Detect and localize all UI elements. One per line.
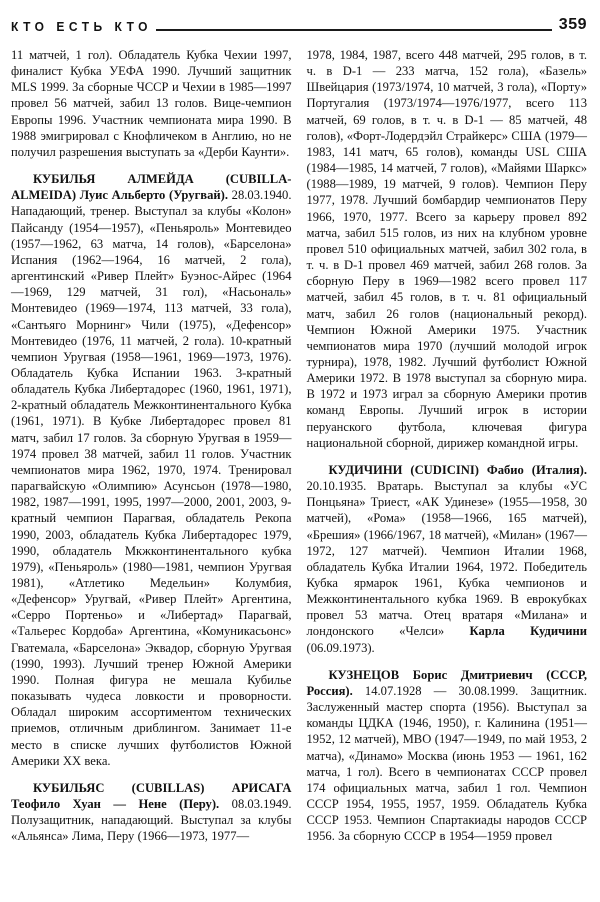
- entry-cubillas-arisaga: [11, 780, 292, 845]
- entry-cudicini-body-1: 20.10.1935. Вратарь. Выступал за клубы «УС Понцьяна» Триест, «АК Удинезе» (1955—1958, 30 матчей), «Рома» (1958—1966, 165 матчей), «Брешия» (1966/1967, 18 матчей), «Милан» (1967—1972, 127 матчей). Чемпион Италии 1968, обладатель Кубка Италии 1964, 1972. Победитель Кубка ярмарок 1961, Кубка чемпионов и Межконтинентального кубка 1969. В еврокубках провел 53 матча. Отец вратаря «Милана» и лондонского «Челси»: [306, 479, 587, 639]
- entry-cubillas-body: 08.03.1949. Полузащитник, нападающий. Выступал за клубы «Альянса» Лима, Перу (1966—1973, 1977—: [11, 797, 292, 844]
- entry-kuznetsov: [307, 667, 588, 845]
- entry-kuznetsov-lead: КУЗНЕЦОВ Борис Дмитриевич (СССР, Россия).: [306, 667, 587, 698]
- entry-cubillas-lead: КУБИЛЬЯС (CUBILLAS) АРИСАГА Теофило Хуан — Нене (Перу).: [11, 780, 292, 812]
- entry-cubilla-almeida: [11, 171, 292, 769]
- paragraph-continuation-cubillas: [307, 47, 588, 451]
- header-rule: [156, 29, 552, 31]
- right-column: [307, 47, 588, 845]
- running-title: КТО ЕСТЬ КТО: [11, 19, 152, 35]
- entry-kuznetsov-body: 14.07.1928 — 30.08.1999. Защитник. Заслуженный мастер спорта (1956). Выступал за команды ЦДКА (1946, 1950), г. Калинина (1951—1952, 12 матчей), МВО (1947—1949, по май 1953, 2 матча), «Динамо» Москва (июнь 1953 — 1961, 162 матча, 1 гол). Всего в чемпионатах СССР провел 174 официальных матча, забил 1 гол. Чемпион СССР 1954, 1955, 1957, 1959. Обладатель Кубка СССР 1953. Чемпион Спартакиады народов СССР 1956. За сборную СССР в 1954—1959 провел: [306, 683, 587, 844]
- entry-cudicini-lead: КУДИЧИНИ (CUDICINI) Фабио (Италия).: [328, 462, 587, 477]
- left-column: [11, 47, 292, 845]
- entry-cudicini-bold-name: Карла Кудичини: [469, 624, 587, 639]
- entry-cubilla-lead: КУБИЛЬЯ АЛМЕЙДА (CUBILLA-ALMEIDA) Луис Альберто (Уругвай).: [11, 172, 292, 203]
- continuation-text: 11 матчей, 1 гол). Обладатель Кубка Чехии 1997, финалист Кубка УЕФА 1990. Лучший защитник MLS 1999. За сборные ЧССР и Чехии в 1985—1997 провел 56 матчей, забил 13 голов. Вице-чемпион Европы 1996. Участник чемпионата мира 1990. В 1988 эмигрировал с Кнофличеком в Англию, но не получил разрешения выступать за «Дерби Каунти».: [11, 48, 292, 159]
- page-number: 359: [558, 16, 587, 33]
- continuation-text: 1978, 1984, 1987, всего 448 матчей, 295 голов, в т. ч. в D-1 — 233 матча, 152 гола), «Базель» Швейцария (1973/1974, 10 матчей, 3 гола), «Порту» Португалия (1973/1974—1976/1977, всего 113 матчей, 69 голов, в т. ч. в D-1 — 85 матчей, 48 голов), «Форт-Лодердэйл Страйкерс» США (1979—1983, 141 матч, 65 голов), команды USL США (1984—1985, 14 матчей, 7 голов), «Майями Шаркс» (1988—1989, 19 матчей, 9 голов). Чемпион Перу 1977, 1978. Лучший бомбардир чемпионатов Перу 1966, 1970, 1977. Всего за карьеру провел 892 матча, забил 515 голов, из них на клубном уровне провел 510 официальных матчей, забил 302 гола, в т. ч. в D-1 провел 469 матчей, забил 268 голов. За сборную Перу в 1969—1982 всего провел 117 матчей, забил 45 голов, в т. ч. 81 официальный матч, забил 26 голов (национальный рекорд). Чемпион Южной Америки 1975. Участник чемпионатов мира 1970 (лучший молодой игрок турнира), 1978, 1982. Лучший футболист Южной Америки 1972. В 1978 выступал за сборную мира. В 1972 и 1973 играл за сборную Америки против команд Европы. Лучший игрок в истории перуанского футбола, ключевая фигура национальной сборной, дирижер командной игры.: [306, 48, 587, 450]
- page-header: [11, 16, 587, 34]
- entry-cubilla-body: 28.03.1940. Нападающий, тренер. Выступал за клубы «Колон» Пайсанду (1954—1957), «Пеньяроль» Монтевидео (1957—1962, 63 матча, 14 голов), «Барселона» Испания (1962—1964, 16 матчей, 2 гола), аргентинский «Ривер Плейт» Буэнос-Айрес (1964—1969, 129 матчей, 31 гол), «Насьональ» Монтевидео (1969—1974, 113 матчей, 33 гола), «Сантьяго Морнинг» Чили (1975), «Дефенсор» Монтевидео (1976, 11 матчей, 2 гола). 10-кратный чемпион Уругвая (1958—1961, 1969—1973, 1976). Обладатель Кубка Испании 1963. 3-кратный обладатель Кубка Либертадорес (1960, 1961, 1971), 2-кратный обладатель Межконтинентального Кубка (1961, 1971). В Кубке Либертадорес провел 81 матч, забил 17 голов. За сборную Уругвая в 1959—1974 провел 38 матчей, забил 11 голов. Участник чемпионатов мира 1962, 1970, 1974. Тренировал парагвайскую «Олимпию» Асунсьон (1978—1980, 1982, 1987—1991, 1995, 1997—2000, 2001, 2003, 9-кратный чемпион Парагвая, обладатель Рекопа 1990, 2003, обладатель Кубка Либертадорес 1979, 1990, обладатель Мкжконтинентального кубка 1979), «Пеньяроль» (1980—1981, чемпион Уругвая 1981), «Атлетико Медельин» Колумбия, «Дефенсор» Уругвай, «Ривер Плейт» Аргентина, «Серро Портеньо» и «Либертад» Парагвай, «Тальерес Кордоба» Аргентина, «Комуникасьонс» Гватемала, «Барселона» Эквадор, сборную Уругвая (1990, 1993). Лучший тренер Южной Америки 1990. Полная фигура не мешала Кубилье показывать чудеса ловкости и проворности. Обладал широким ассортиментом технических приемов, отличным дриблингом. Занимает 11-е место в списке лучших футболистов Южной Америки XX века.: [11, 188, 292, 768]
- paragraph-continuation-previous-entry: [11, 47, 292, 160]
- text-columns: [11, 47, 587, 845]
- entry-cudicini: [307, 462, 588, 656]
- entry-cudicini-body-2: (06.09.1973).: [306, 640, 375, 655]
